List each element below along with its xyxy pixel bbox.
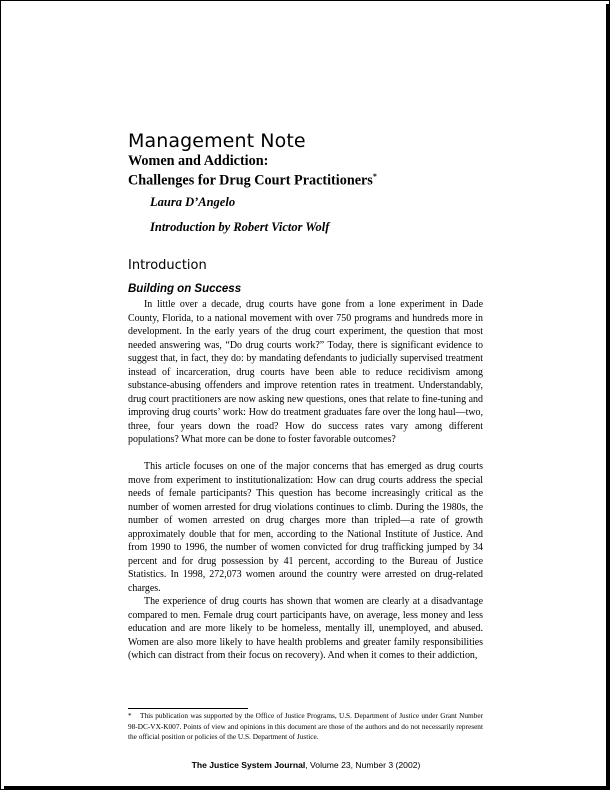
page-shadow-right	[606, 4, 610, 790]
page-shadow-bottom	[4, 786, 610, 790]
footnote	[128, 711, 483, 743]
body-paragraph-2: This article focuses on one of the major concerns that has emerged as drug courts move from experiment to institutionalization: How can drug courts address the special needs of female participants? This question has become increasingly critical as the number of women arrested for drug violations continues to climb. During the 1980s, the number of women arrested on drug charges more than tripled—a rate of growth approximately double that for men, according to the National Institute of Justice. And from 1990 to 1996, the number of women convicted for drug trafficking jumped by 34 percent and for drug possession by 41 percent, according to the Bureau of Justice Statistics. In 1998, 272,073 women around the country were arrested on drug-related charges.	[128, 461, 483, 594]
footnote-marker: *	[372, 172, 377, 181]
article-subtitle-line1: Women and Addiction:	[128, 153, 269, 169]
author-name: Laura D’Angelo	[150, 195, 236, 209]
section-heading: Introduction	[128, 258, 207, 273]
journal-issue: , Volume 23, Number 3 (2002)	[305, 760, 421, 770]
article-subtitle-line2	[128, 172, 377, 190]
journal-footer	[1, 760, 611, 770]
introduction-author: Introduction by Robert Victor Wolf	[150, 220, 330, 234]
article-title: Management Note	[128, 130, 306, 152]
footnote-text: This publication was supported by the Office of Justice Programs, U.S. Department of Justice under Grant Number 98-DC-VX-K007. Points of view and opinions in this document are those of the authors and do not necessarily represent the official position or policies of the U.S. Department of Justice.	[128, 711, 483, 741]
footnote-mark: *	[128, 711, 132, 720]
sub-heading: Building on Success	[128, 283, 242, 295]
body-paragraph-1: In little over a decade, drug courts have gone from a lone experiment in Dade County, Florida, to a national movement with over 750 programs and hundreds more in development. In the early years of the drug court experiment, the question that most needed answering was, “Do drug courts work?” Today, there is significant evidence to suggest that, in fact, they do: by mandating defendants to judicially supervised treatment instead of incarceration, drug courts have been able to reduce recidivism among substance-abusing offenders and improve retention rates in treatment. Understandably, drug court practitioners are now asking new questions, ones that relate to fine-tuning and improving drug courts’ work: How do treatment graduates fare over the long haul—two, three, four years down the road? How do success rates vary among different populations? What more can be done to foster favorable outcomes?	[128, 299, 483, 446]
subtitle-text: Challenges for Drug Court Practitioners	[128, 172, 373, 189]
journal-name: The Justice System Journal	[191, 760, 306, 770]
body-paragraph-3: The experience of drug courts has shown that women are clearly at a disadvantage compared to men. Female drug court participants have, on average, less money and less education and are more likely to be homeless, mentally ill, unemployed, and abused. Women are also more likely to have health problems and greater family responsibilities (which can distract from their focus on recovery). And when it comes to their addiction,	[128, 596, 483, 662]
footnote-divider	[128, 708, 248, 709]
